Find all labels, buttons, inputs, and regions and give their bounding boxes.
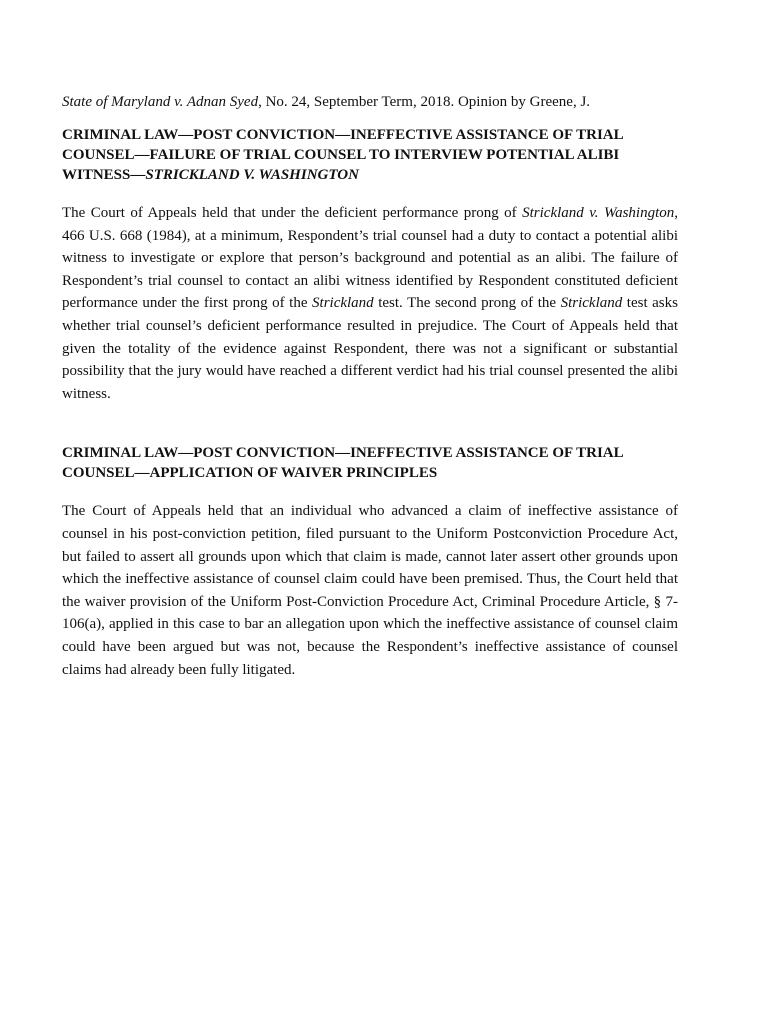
section-1-body-part-4: test asks whether trial counsel’s deficient performance resulted in prejudice. The Court of Appeals held that given the totality of the evidence against Respondent, there was not a significant or substantial possibility that the jury would have reached a different verdict had his trial counsel presented the alibi witness.: [62, 295, 678, 402]
section-spacer: [62, 405, 678, 443]
section-1-body-part-3: test. The second prong of the: [373, 295, 561, 312]
citation-details: , No. 24, September Term, 2018. Opinion by Greene, J.: [258, 94, 591, 110]
section-1-heading: [62, 125, 678, 185]
section-1-body: [62, 202, 678, 405]
section-2-body: The Court of Appeals held that an individual who advanced a claim of ineffective assistance of counsel in his post-conviction petition, filed pursuant to the Uniform Postconviction Procedure Act, but failed to assert all grounds upon which that claim is made, cannot later assert other grounds upon which the ineffective assistance of counsel claim could have been premised. Thus, the Court held that the waiver provision of the Uniform Post-Conviction Procedure Act, Criminal Procedure Article, § 7-106(a), applied in this case to bar an allegation upon which the ineffective assistance of counsel claim could have been argued but was not, because the Respondent’s ineffective assistance of counsel claims had already been fully litigated.: [62, 503, 678, 678]
section-1-heading-case: STRICKLAND V. WASHINGTON: [145, 167, 359, 183]
case-citation: [62, 92, 678, 112]
section-1-case-ref-1: Strickland v. Washington: [522, 205, 675, 221]
section-1-case-ref-3: Strickland: [560, 295, 623, 312]
opinion-summary: [62, 92, 678, 681]
section-1-body-part-2: , 466 U.S. 668 (1984), at a minimum, Respondent’s trial counsel had a duty to contact a potential alibi witness to investigate or explore that person’s background and potential as an alibi. The failure of Respondent’s trial counsel to contact an alibi witness identified by Respondent constituted deficient performance under the first prong of the: [62, 205, 678, 312]
case-name: State of Maryland v. Adnan Syed: [62, 94, 259, 110]
section-1-body-part-1: The Court of Appeals held that under the deficient performance prong of: [62, 205, 523, 221]
section-1-heading-text: CRIMINAL LAW—POST CONVICTION—INEFFECTIVE ASSISTANCE OF TRIAL COUNSEL—FAILURE OF TRIAL COUNSEL TO INTERVIEW POTENTIAL ALIBI WITNESS—: [62, 127, 623, 183]
section-2-heading: CRIMINAL LAW—POST CONVICTION—INEFFECTIVE ASSISTANCE OF TRIAL COUNSEL—APPLICATION OF WAIVER PRINCIPLES: [62, 445, 623, 482]
section-1-case-ref-2: Strickland: [312, 295, 374, 312]
